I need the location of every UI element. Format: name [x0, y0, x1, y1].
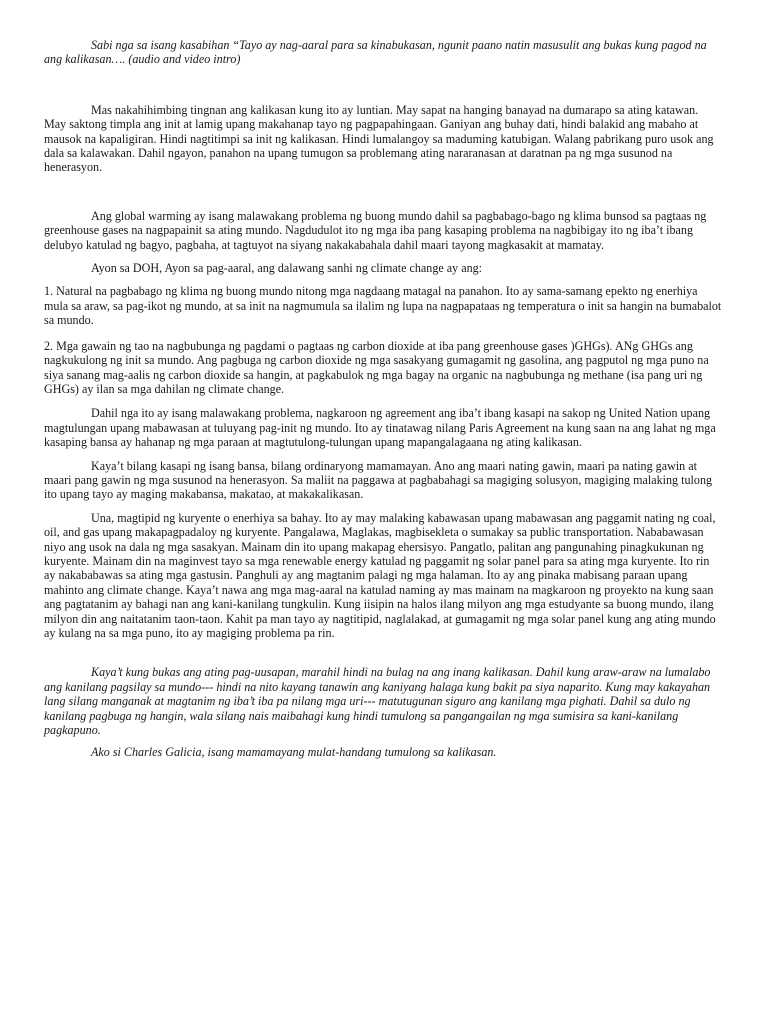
paragraph-solutions: Una, magtipid ng kuryente o enerhiya sa bahay. Ito ay may malaking kabawasan upang mabawasan ang paggamit nating ng coal, oil, and gas upang makapagpadaloy ng kuryente. Pangalawa, Maglakas, magbisekleta o sumakay sa public transportation. Nababawasan niyo ang usok na dala ng mga sasakyan. Mainam din ito upang makapag ehersisyo. Pangatlo, palitan ang pangunahing pinagkukunan ng kuryente. Mainam din na maginvest tayo sa mga renewable energy katulad ng paggamit ng solar panel para sa ating mga kuryente. Ito rin ay nakababawas sa ating mga gastusin. Panghuli ay ang magtanim palagi ng mga halaman. Ito ay ang pinaka mabisang paraan upang mahinto ang climate change. Kaya’t nawa ang mga mag-aaral na katulad naming ay mas mainam na magkaroon ng proyekto na kung saan ang pagtatanim ay bahagi nan ang kani-kanilang tungkulin. Kung iisipin na halos ilang milyon ang mga estudyante sa buong mundo, ilang milyon din ang naitatanim taon-taon. Kahit pa man tayo ay nagtitipid, naglalakad, at gumagamit ng mga solar panel kung ang ating mundo ay kulang na sa mga puno, ito ay magiging problema pa rin. [44, 510, 716, 640]
paragraph-global-warming: Ang global warming ay isang malawakang problema ng buong mundo dahil sa pagbabago-bago ng klima bunsod sa pagtaas ng greenhouse gases na nagpapainit sa ating mundo. Nagdudulot ito ng mga iba pang kasaping problema na nagbibigay ito ng iba’t ibang delubyo katulad ng bagyo, pagbaha, at tagtuyot na siyang nakakabahala dahil maari tayong magkasakit at mamatay. [44, 208, 707, 252]
document-page [44, 38, 722, 760]
closing-line: Ako si Charles Galicia, isang mamamayang mulat-handang tumulong sa kalikasan. [91, 745, 497, 760]
paragraph-causes-intro: Ayon sa DOH, Ayon sa pag-aaral, ang dalawang sanhi ng climate change ay ang: [91, 261, 483, 276]
paragraph-citizen-role: Kaya’t bilang kasapi ng isang bansa, bilang ordinaryong mamamayan. Ano ang maari nating gawin, maari pa nating gawin at maari pang gawin ng mga susunod na henerasyon. Sa maliit na paggawa at pagbabahagi sa magiging solusyon, magiging malaking tulong ito upang tayo ay maging makabansa, makatao, at makakalikasan. [44, 458, 713, 502]
paragraph-paris-agreement: Dahil nga ito ay isang malawakang problema, nagkaroon ng agreement ang iba’t ibang kasapi na sakop ng United Nation upang magtulungan upang mabawasan at tuluyang pag-init ng mundo. Ito ay tinatawag nilang Paris Agreement na kung saan na ang lahat ng mga kasaping bansa ay hahanap ng mga paraan at magtutulong-tulungan upang mapangalagaana ng ating kalikasan. [44, 406, 716, 450]
list-item-natural-cause: 1. Natural na pagbabago ng klima ng buong mundo nitong mga nagdaang matagal na panahon. Ito ay sama-samang epekto ng enerhiya mula sa araw, sa pag-ikot ng mundo, at sa init na nagmumula sa ilalim ng lupa na nagpapataas ng temperatura o init sa hangin na bumabalot sa mundo. [44, 284, 722, 328]
paragraph-nature: Mas nakahihimbing tingnan ang kalikasan kung ito ay luntian. May sapat na hanging banayad na dumarapo sa ating katawan. May saktong timpla ang init at lamig upang makahanap tayo ng pagpapahingaan. Ganiyan ang buhay dati, hindi balakid ang mabaho at mausok na kapaligiran. Hindi nagtitimpi sa init ng kalikasan. Hindi lumalangoy sa maduming katubigan. Walang pabrikang puro usok ang dala sa kalawakan. Dahil ngayon, panahon na upang tumugon sa problemang ating nararanasan at daratnan pa ng mga susunod na henerasyon. [44, 102, 714, 175]
intro-paragraph: Sabi nga sa isang kasabihan “Tayo ay nag-aaral para sa kinabukasan, ngunit paano natin masusulit ang bukas kung pagod na ang kalikasan…. (audio and video intro) [44, 38, 707, 67]
paragraph-conclusion: Kaya’t kung bukas ang ating pag-uusapan, marahil hindi na bulag na ang inang kalikasan. Dahil kung araw-araw na lumalabo ang kanilang pagsilay sa mundo--- hindi na nito kayang tanawin ang kaniyang halaga kung bakit pa siya naparito. Kung may kakayahan lang silang manganak at magtanim ng iba’t iba pa nilang mga uri--- matutugunan siguro ang kanilang mga pighati. Dahil sa dulo ng kanilang pagbuga ng hangin, wala silang nais maibahagi kung hindi tumulong sa pangangailan ng mga sumisira sa kani-kanilang pagkapuno. [44, 665, 711, 738]
list-item-human-cause: 2. Mga gawain ng tao na nagbubunga ng pagdami o pagtaas ng carbon dioxide at iba pang greenhouse gases )GHGs). ANg GHGs ang nagkukulong ng init sa mundo. Ang pagbuga ng carbon dioxide ng mga sasakyang gumagamit ng gasolina, ang pagputol ng mga puno na siya sanang mag-aalis ng carbon dioxide sa hangin, at pagkabulok ng mga bagay na organic na nagbubunga ng methane (isa pang uri ng GHGs) ay ilan sa mga dahilan ng climate change. [44, 338, 709, 396]
